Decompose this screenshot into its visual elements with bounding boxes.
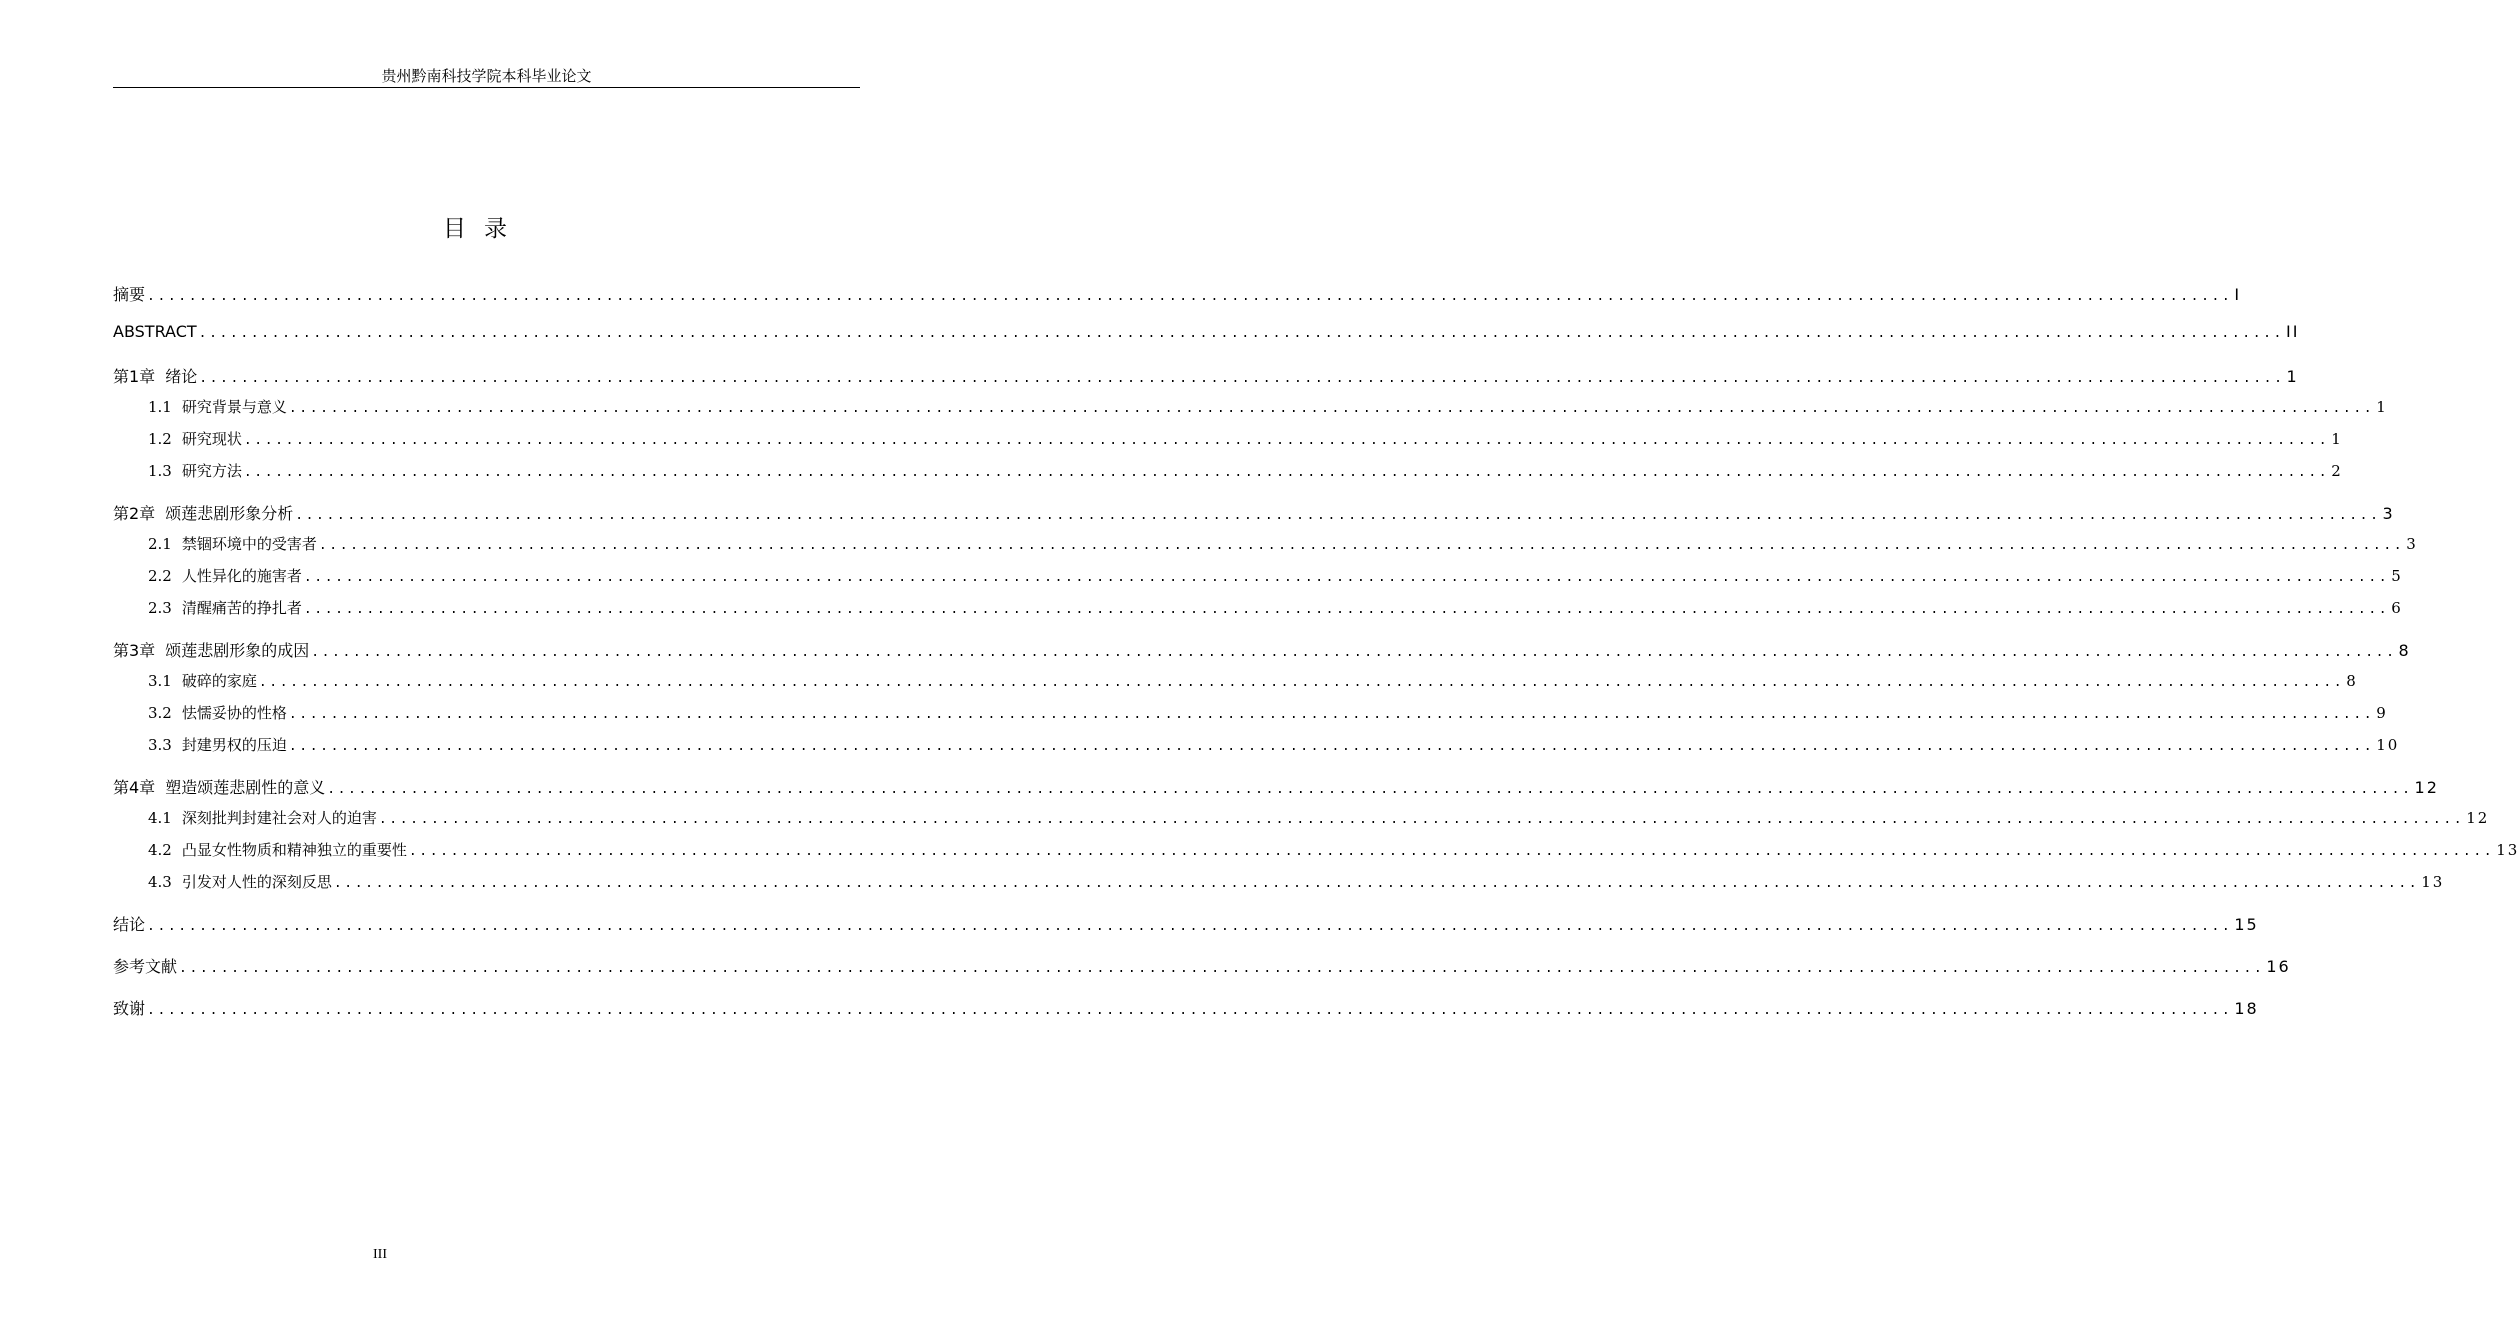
toc-entry-number: 3.2 (148, 704, 172, 722)
toc-entry-page: 12 (2414, 778, 2439, 797)
toc-entry-text: 破碎的家庭 (181, 672, 257, 690)
toc-title: 目录 (443, 216, 525, 242)
toc-entry-number: 4.2 (148, 841, 172, 859)
toc-dot-leader: ........................................................................................................................................................................................................ (327, 782, 2413, 797)
toc-entry-number: 3.3 (148, 736, 172, 754)
toc-entry[interactable] (113, 954, 2291, 976)
toc-entry-page: 15 (2234, 915, 2259, 934)
toc-entry-text: 人性异化的施害者 (181, 567, 302, 585)
toc-entry-number: 1.2 (148, 430, 172, 448)
toc-entry[interactable] (148, 670, 2358, 692)
toc-dot-leader: ........................................................................................................................................................................................................ (311, 645, 2397, 660)
toc-dot-leader: ........................................................................................................................................................................................................ (258, 675, 2345, 690)
toc-entry-page: 1 (2331, 430, 2343, 448)
toc-entry-label (113, 638, 309, 661)
toc-entry-text: 研究现状 (181, 430, 242, 448)
toc-entry-text: 清醒痛苦的挣扎者 (181, 599, 302, 617)
toc-entry-label (148, 807, 377, 828)
toc-entry[interactable] (113, 638, 2411, 660)
toc-entry-number: 4.3 (148, 873, 172, 891)
toc-entry-text: 禁锢环境中的受害者 (181, 535, 317, 553)
toc-entry-number: 1.3 (148, 462, 172, 480)
toc-entry[interactable] (148, 871, 2445, 893)
toc-entry-text: 绪论 (165, 367, 198, 386)
toc-entry[interactable] (113, 775, 2439, 797)
toc-entry-label (148, 565, 302, 586)
toc-entry-page: 16 (2266, 957, 2291, 976)
toc-entry-text: 颂莲悲剧形象的成因 (165, 641, 310, 660)
toc-entry-label (148, 871, 332, 892)
toc-dot-leader: ........................................................................................................................................................................................................ (179, 961, 2265, 976)
toc-entry-number: 第2章 (113, 504, 156, 523)
toc-entry-label (113, 775, 325, 798)
toc-dot-leader: ........................................................................................................................................................................................................ (408, 844, 2495, 859)
toc-entry[interactable] (148, 702, 2388, 724)
toc-entry-page: 6 (2391, 599, 2403, 617)
toc-entry-text: 摘要 (113, 285, 146, 304)
toc-entry-text: 研究背景与意义 (181, 398, 287, 416)
toc-dot-leader: ........................................................................................................................................................................................................ (288, 707, 2375, 722)
toc-entry-page: 9 (2376, 704, 2388, 722)
toc-entry-label (113, 954, 177, 977)
toc-entry-page: 13 (2496, 841, 2519, 859)
toc-entry[interactable] (148, 807, 2490, 829)
toc-entry-page: 18 (2234, 999, 2259, 1018)
toc-dot-leader: ........................................................................................................................................................................................................ (198, 326, 2284, 341)
toc-dot-leader: ........................................................................................................................................................................................................ (303, 570, 2390, 585)
toc-dot-leader: ........................................................................................................................................................................................................ (288, 739, 2375, 754)
toc-entry-page: 10 (2376, 736, 2400, 754)
toc-entry-text: 深刻批判封建社会对人的迫害 (181, 809, 377, 827)
toc-entry[interactable] (113, 364, 2299, 386)
toc-entry[interactable] (148, 734, 2400, 756)
toc-entry-page: 3 (2406, 535, 2418, 553)
toc-entry-label (113, 322, 197, 341)
toc-entry-label (113, 282, 145, 305)
toc-entry-label (148, 670, 257, 691)
toc-entry-text: 致谢 (113, 999, 146, 1018)
toc-entry[interactable] (148, 396, 2388, 418)
toc-entry[interactable] (113, 912, 2259, 934)
toc-entry-page: 8 (2398, 641, 2411, 660)
toc-entry-text: 研究方法 (181, 462, 242, 480)
toc-entry-number: 2.3 (148, 599, 172, 617)
toc-entry[interactable] (148, 597, 2403, 619)
page-number: III (373, 1247, 387, 1262)
toc-entry-page: 5 (2391, 567, 2403, 585)
toc-entry-text: 封建男权的压迫 (181, 736, 287, 754)
toc-entry-number: 第3章 (113, 641, 156, 660)
toc-dot-leader: ........................................................................................................................................................................................................ (199, 371, 2285, 386)
toc-entry-page: 2 (2331, 462, 2343, 480)
toc-dot-leader: ........................................................................................................................................................................................................ (378, 812, 2465, 827)
toc-entry[interactable] (148, 428, 2343, 450)
toc-entry-page: 13 (2421, 873, 2445, 891)
toc-entry-page: 1 (2376, 398, 2388, 416)
toc-entry[interactable] (113, 996, 2259, 1018)
toc-entry-label (148, 597, 302, 618)
toc-entry-label (113, 912, 145, 935)
toc-entry-label (148, 428, 242, 449)
page-header: 贵州黔南科技学院本科毕业论文 (381, 67, 592, 85)
toc-entry-number: 第4章 (113, 778, 156, 797)
toc-entry[interactable] (148, 839, 2519, 861)
toc-entry-number: 1.1 (148, 398, 172, 416)
toc-entry-number: 2.1 (148, 535, 172, 553)
toc-entry[interactable] (113, 282, 2242, 304)
toc-dot-leader: ........................................................................................................................................................................................................ (288, 401, 2375, 416)
toc-entry-text: ABSTRACT (113, 322, 197, 341)
toc-entry[interactable] (113, 322, 2300, 344)
toc-entry[interactable] (148, 533, 2418, 555)
toc-entry-page: 8 (2346, 672, 2358, 690)
toc-dot-leader: ........................................................................................................................................................................................................ (147, 289, 2233, 304)
toc-entry-label (113, 501, 293, 524)
toc-entry-page: II (2286, 322, 2300, 341)
toc-entry-number: 4.1 (148, 809, 172, 827)
toc-entry-label (148, 839, 407, 860)
toc-dot-leader: ........................................................................................................................................................................................................ (318, 538, 2405, 553)
toc-entry-number: 第1章 (113, 367, 156, 386)
toc-entry-text: 结论 (113, 915, 146, 934)
toc-entry-number: 3.1 (148, 672, 172, 690)
toc-entry-label (148, 460, 242, 481)
toc-dot-leader: ........................................................................................................................................................................................................ (333, 876, 2420, 891)
toc-entry-page: 1 (2286, 367, 2299, 386)
toc-dot-leader: ........................................................................................................................................................................................................ (147, 1003, 2233, 1018)
toc-entry-label (148, 734, 287, 755)
toc-dot-leader: ........................................................................................................................................................................................................ (303, 602, 2390, 617)
toc-entry[interactable] (148, 460, 2343, 482)
toc-entry-label (148, 396, 287, 417)
toc-dot-leader: ........................................................................................................................................................................................................ (147, 919, 2233, 934)
toc-entry-page: 12 (2466, 809, 2490, 827)
toc-entry[interactable] (148, 565, 2403, 587)
toc-entry-text: 颂莲悲剧形象分析 (165, 504, 294, 523)
toc-dot-leader: ........................................................................................................................................................................................................ (295, 508, 2381, 523)
toc-entry-page: 3 (2382, 504, 2395, 523)
toc-entry-text: 怯懦妥协的性格 (181, 704, 287, 722)
toc-entry-text: 参考文献 (113, 957, 178, 976)
toc-entry-text: 凸显女性物质和精神独立的重要性 (181, 841, 407, 859)
toc-entry-label (113, 996, 145, 1019)
toc-entry-text: 塑造颂莲悲剧性的意义 (165, 778, 326, 797)
toc-dot-leader: ........................................................................................................................................................................................................ (243, 465, 2330, 480)
toc-entry-page: I (2234, 285, 2242, 304)
header-rule (113, 87, 860, 88)
toc-entry-label (148, 702, 287, 723)
toc-entry-number: 2.2 (148, 567, 172, 585)
toc-entry[interactable] (113, 501, 2395, 523)
toc-entry-label (113, 364, 197, 387)
toc-dot-leader: ........................................................................................................................................................................................................ (243, 433, 2330, 448)
toc-entry-text: 引发对人性的深刻反思 (181, 873, 332, 891)
toc-entry-label (148, 533, 317, 554)
